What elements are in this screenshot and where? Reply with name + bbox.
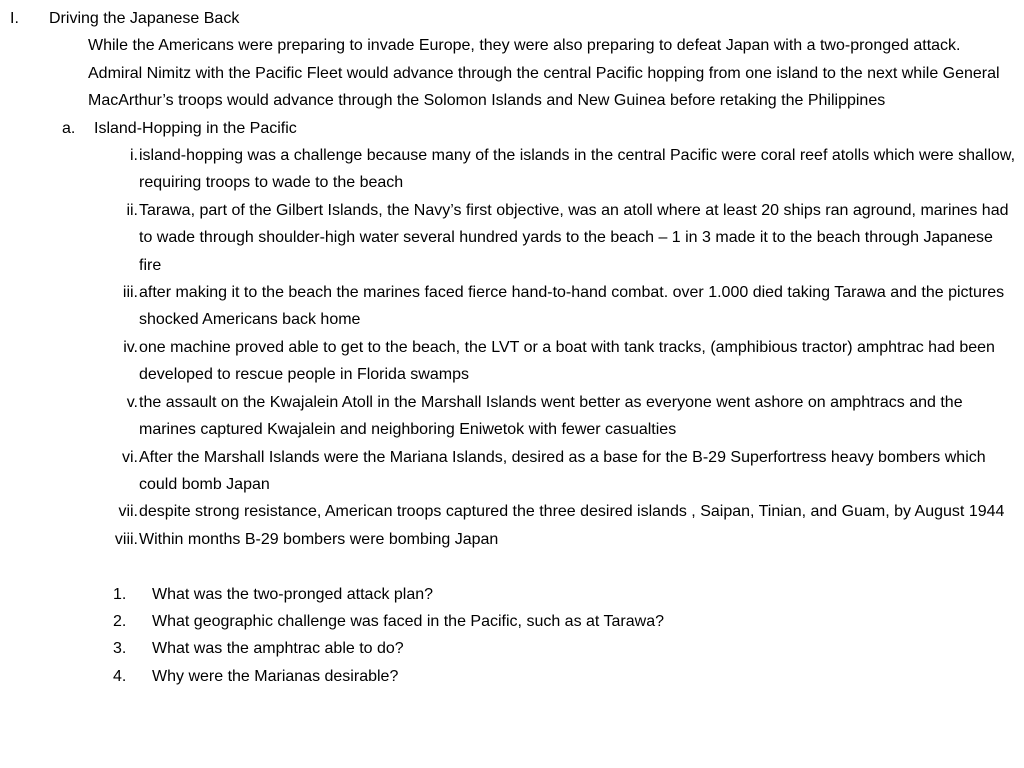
list-item [0,334,1024,389]
list-item [0,444,1024,499]
question-text: What was the amphtrac able to do? [152,640,404,658]
list-item-marker: v. [126,393,138,411]
question-item [0,581,1024,608]
section-title: Driving the Japanese Back [49,10,240,27]
section-heading [0,5,1024,32]
subsection-title: Island-Hopping in the Pacific [94,119,297,137]
list-item-text: after making it to the beach the marines faced fierce hand-to-hand combat. over 1.000 died taking Tarawa and the pictures shocked Americans back home [139,284,1005,329]
question-marker: 4. [113,667,127,685]
list-item [0,526,1024,553]
list-item-text: After the Marshall Islands were the Mariana Islands, desired as a base for the B-29 Superfortress heavy bombers which could bomb Japan [139,448,986,493]
list-item [0,389,1024,444]
question-text: What geographic challenge was faced in the Pacific, such as at Tarawa? [152,612,664,630]
question-item [0,608,1024,635]
list-item-text: despite strong resistance, American troops captured the three desired islands , Saipan, Tinian, and Guam, by August 1944 [139,503,1005,521]
question-marker: 1. [113,585,127,603]
section-intro: While the Americans were preparing to invade Europe, they were also preparing to defeat Japan with a two-pronged attack. Admiral Nimitz with the Pacific Fleet would advance through the central Pacific hopping from one island to the next while General MacArthur’s troops would advance through the Solomon Islands and New Guinea before retaking the Philippines [88,37,1000,110]
question-item [0,663,1024,690]
document-page [0,5,1024,690]
list-item-marker: i. [130,147,138,165]
list-item-marker: iii. [122,284,138,302]
list-item [0,197,1024,279]
list-item-text: Within months B-29 bombers were bombing Japan [139,530,499,548]
section-marker: I. [10,10,19,27]
list-item-marker: viii. [114,530,138,548]
question-item [0,635,1024,662]
list-item [0,498,1024,525]
list-item-marker: iv. [123,338,138,356]
subsection-heading [0,115,1024,142]
list-item-marker: vi. [122,448,138,466]
list-item-text: one machine proved able to get to the beach, the LVT or a boat with tank tracks, (amphibious tractor) amphtrac had been developed to rescue people in Florida swamps [139,338,995,384]
list-item-text: island-hopping was a challenge because many of the islands in the central Pacific were coral reef atolls which were shallow, requiring troops to wade to the beach [139,147,1016,192]
list-item [0,142,1024,197]
question-text: Why were the Marianas desirable? [152,667,399,685]
question-marker: 2. [113,612,127,630]
subsection-marker: a. [62,119,76,137]
list-item-text: the assault on the Kwajalein Atoll in the Marshall Islands went better as everyone went ashore on amphtracs and the marines captured Kwajalein and neighboring Eniwetok with fewer casualties [139,393,963,439]
question-marker: 3. [113,640,127,658]
list-item-marker: vii. [118,503,138,521]
list-item-text: Tarawa, part of the Gilbert Islands, the Navy’s first objective, was an atoll where at least 20 ships ran aground, marines had to wade through shoulder-high water several hundred yards to the beach – 1 in 3 made it to the beach through Japanese fire [139,201,1009,274]
question-text: What was the two-pronged attack plan? [152,585,434,603]
spacer [0,553,1024,580]
list-item-marker: ii. [126,201,138,219]
list-item [0,279,1024,334]
